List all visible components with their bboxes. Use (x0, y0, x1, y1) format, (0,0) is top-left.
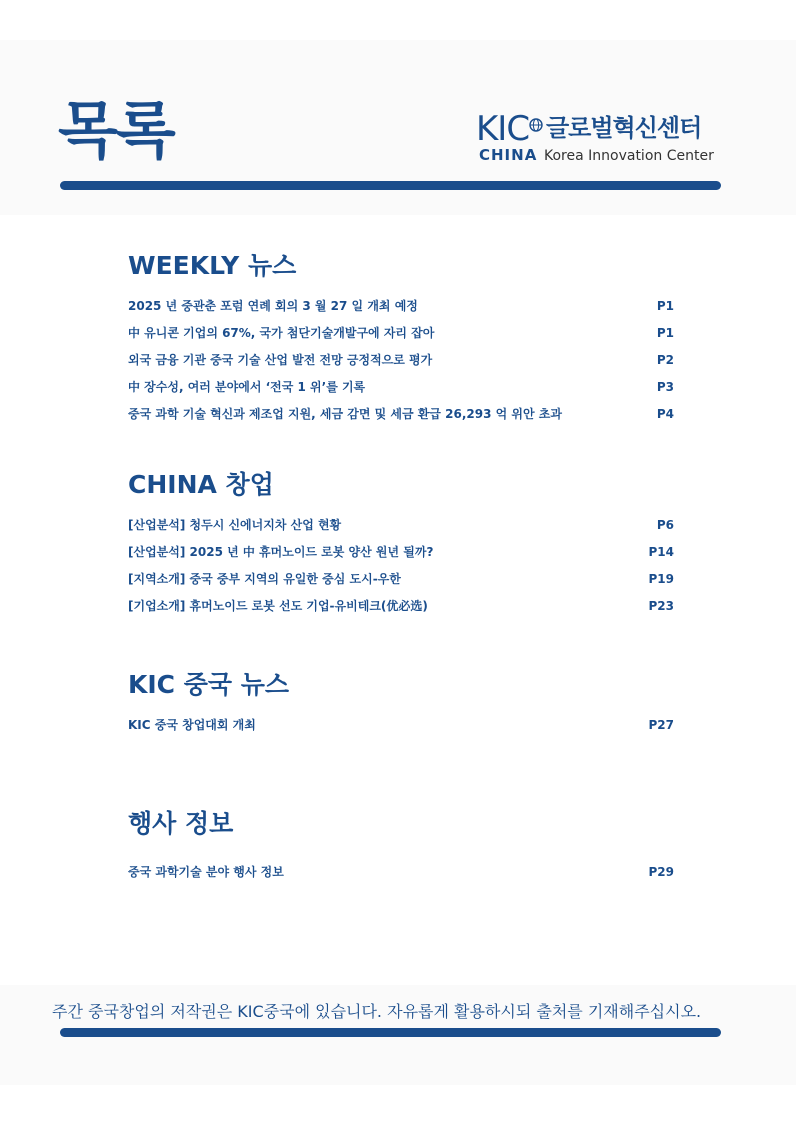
toc-item[interactable] (128, 373, 674, 400)
logo-kic-text: KIC (476, 109, 530, 149)
section-title: CHINA 창업 (128, 470, 274, 499)
toc-item-page: P27 (648, 717, 674, 732)
copyright-notice: 주간 중국창업의 저작권은 KIC중국에 있습니다. 자유롭게 활용하시되 출처를 기재해주십시오. (52, 1002, 702, 1021)
toc-item[interactable] (128, 592, 674, 619)
page-title: 목록 (58, 94, 174, 167)
toc-item[interactable] (128, 711, 674, 738)
section-kic-china-news (128, 669, 674, 738)
globe-icon (529, 118, 543, 132)
section-china-startup (128, 469, 674, 619)
header-divider (60, 181, 721, 190)
toc-item-label: 中 장수성, 여러 분야에서 ‘전국 1 위’를 기록 (128, 380, 366, 394)
toc-item-label: [산업분석] 2025 년 中 휴머노이드 로봇 양산 원년 될까? (128, 545, 434, 559)
toc-item-label: [산업분석] 청두시 신에너지차 산업 현황 (128, 518, 342, 532)
toc-item-label: 中 유니콘 기업의 67%, 국가 첨단기술개발구에 자리 잡아 (128, 326, 435, 340)
toc-item-label: KIC 중국 창업대회 개최 (128, 718, 256, 732)
logo-korean-text: 글로벌혁신센터 (546, 114, 702, 142)
toc-item[interactable] (128, 565, 674, 592)
section-title: 행사 정보 (128, 809, 234, 838)
toc-item-page: P19 (648, 571, 674, 586)
toc-item[interactable] (128, 319, 674, 346)
toc-item[interactable] (128, 511, 674, 538)
toc-item-page: P1 (656, 298, 674, 313)
toc-item-page: P1 (656, 325, 674, 340)
toc-item-page: P29 (648, 864, 674, 879)
toc-item-label: 외국 금융 기관 중국 기술 산업 발전 전망 긍정적으로 평가 (128, 353, 433, 367)
toc-item[interactable] (128, 858, 674, 885)
toc-item-page: P23 (648, 598, 674, 613)
toc-item-label: 중국 과학기술 분야 행사 정보 (128, 865, 284, 879)
section-weekly-news (128, 250, 674, 427)
logo-china-text: CHINA (479, 146, 538, 164)
toc-item[interactable] (128, 538, 674, 565)
toc-item-page: P6 (656, 517, 674, 532)
toc-item-page: P14 (648, 544, 674, 559)
toc-item-label: [기업소개] 휴머노이드 로봇 선도 기업-유비테크(优必选) (128, 599, 428, 613)
toc-item-page: P4 (656, 406, 674, 421)
section-title: WEEKLY 뉴스 (128, 251, 297, 280)
toc-item-label: 중국 과학 기술 혁신과 제조업 지원, 세금 감면 및 세금 환급 26,293 억 위안 초과 (128, 407, 562, 421)
section-title: KIC 중국 뉴스 (128, 670, 290, 699)
toc-item-page: P3 (656, 379, 674, 394)
section-event-info (128, 808, 674, 885)
kic-logo (476, 109, 726, 168)
toc-item-page: P2 (656, 352, 674, 367)
toc-item[interactable] (128, 346, 674, 373)
footer-divider (60, 1028, 721, 1037)
toc-item-label: [지역소개] 중국 중부 지역의 유일한 중심 도시-우한 (128, 572, 401, 586)
logo-english-text: Korea Innovation Center (544, 148, 714, 164)
toc-item-label: 2025 년 중관춘 포럼 연례 회의 3 월 27 일 개최 예정 (128, 299, 418, 313)
toc-item[interactable] (128, 400, 674, 427)
toc-item[interactable] (128, 292, 674, 319)
